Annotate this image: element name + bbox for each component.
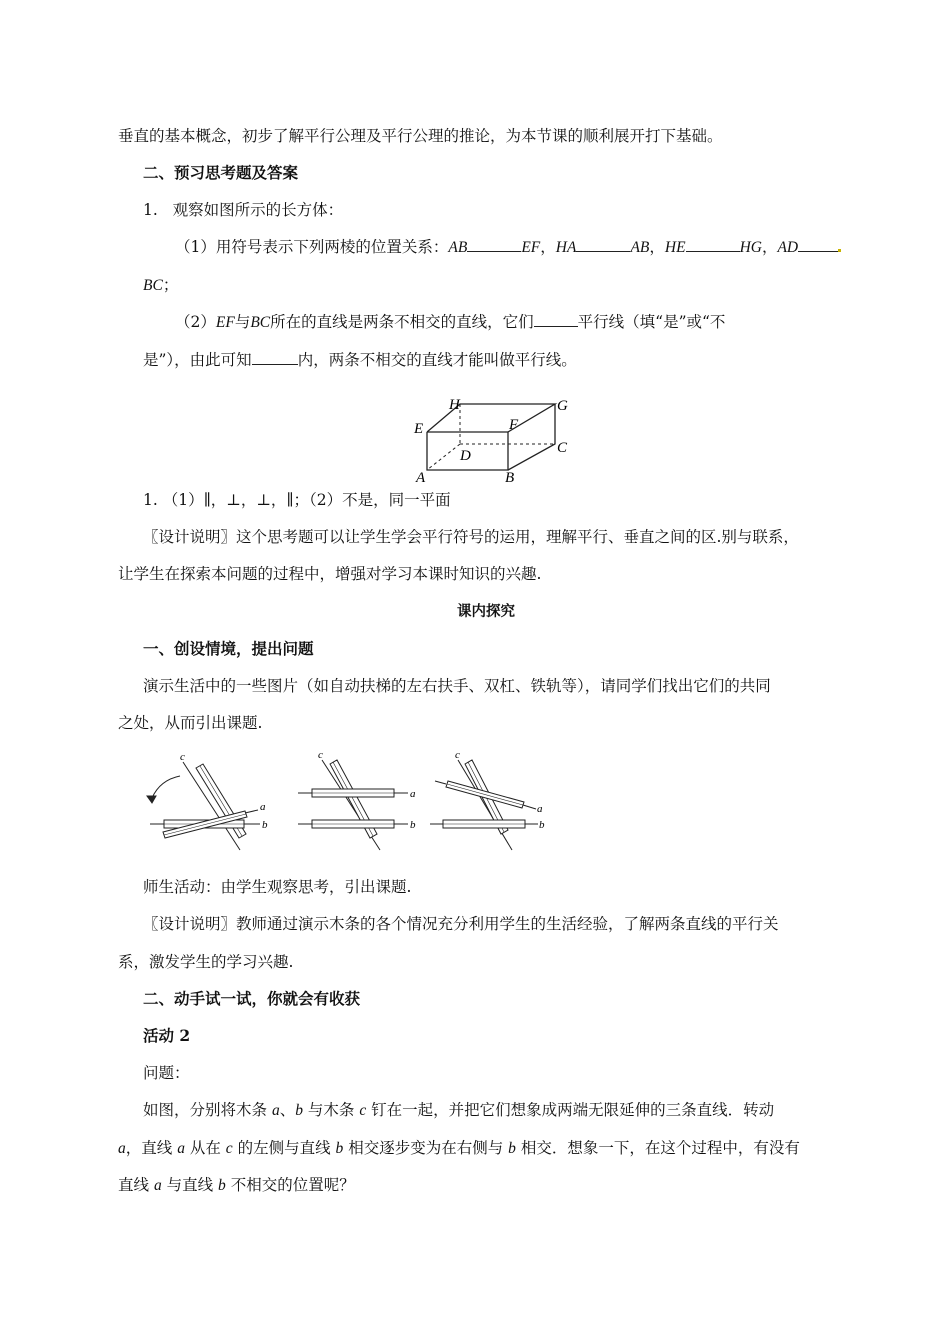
question-1-part-2 bbox=[175, 312, 725, 333]
var-a: a bbox=[177, 1140, 185, 1157]
design-note-1-line-2: 让学生在探索本问题的过程中，增强对学习本课时知识的兴趣. bbox=[118, 565, 542, 583]
stick-label-b: b bbox=[410, 819, 416, 831]
label-c: C bbox=[557, 440, 568, 456]
stick-label-a: a bbox=[260, 801, 266, 813]
pair-4-right: BC bbox=[143, 277, 163, 294]
answer-blank[interactable] bbox=[686, 237, 740, 252]
label-g: G bbox=[557, 398, 568, 414]
label-f: F bbox=[509, 417, 519, 433]
q-line-1-part: 、 bbox=[279, 1101, 296, 1119]
label-e: E bbox=[414, 421, 424, 437]
pair-1-separator: ， bbox=[540, 238, 556, 256]
var-a: a bbox=[271, 1102, 280, 1119]
q-line-1-part: 与木条 bbox=[302, 1101, 360, 1119]
question-label: 问题： bbox=[143, 1064, 190, 1082]
part-2-and: 与 bbox=[234, 313, 251, 331]
accent-dot bbox=[838, 249, 841, 252]
stick-label-c: c bbox=[455, 750, 460, 761]
part-2-tail-b: 内，两条不相交的直线才能叫做平行线。 bbox=[297, 351, 577, 369]
pair-1-right: EF bbox=[521, 239, 541, 256]
answer-line: 1. （1）∥，⊥，⊥，∥；（2）不是，同一平面 bbox=[143, 491, 451, 509]
q-line-2-part: 相交逐步变为在右侧与 bbox=[343, 1139, 509, 1157]
pair-3-separator: ， bbox=[761, 238, 778, 256]
q-line-3-part: 不相交的位置呢？ bbox=[225, 1176, 355, 1194]
var-a: a bbox=[153, 1177, 162, 1194]
intro-tail-text: 垂直的基本概念，初步了解平行公理及平行公理的推论，为本节课的顺利展开打下基础。 bbox=[118, 127, 723, 145]
question-line-1 bbox=[143, 1100, 774, 1121]
q-line-3-part: 直线 bbox=[118, 1176, 154, 1194]
design-note-2-line-1: 〖设计说明〗教师通过演示木条的各个情况充分利用学生的生活经验，了解两条直线的平行关 bbox=[143, 915, 779, 933]
part-2-bc: BC bbox=[250, 314, 271, 331]
question-1-text: 观察如图所示的长方体： bbox=[172, 201, 344, 219]
var-c: c bbox=[359, 1102, 367, 1119]
question-line-3 bbox=[118, 1175, 355, 1196]
pair-1-left: AB bbox=[448, 239, 468, 256]
question-1-number: 1. bbox=[143, 201, 158, 219]
stick-label-b: b bbox=[539, 819, 545, 831]
part-2-prefix: （2） bbox=[175, 313, 216, 331]
q-line-1-part: 钉在一起，并把它们想象成两端无限延伸的三条直线．转动 bbox=[366, 1101, 775, 1119]
pair-2-separator: ， bbox=[649, 238, 665, 256]
q-line-1-part: 如图，分别将木条 bbox=[143, 1101, 272, 1119]
q-line-2-part: 的左侧与直线 bbox=[232, 1139, 336, 1157]
stick-label-a: a bbox=[537, 803, 543, 815]
pair-3-left: HE bbox=[664, 239, 686, 256]
preview-heading: 二、预习思考题及答案 bbox=[143, 163, 299, 182]
activity-title: 活动 2 bbox=[143, 1026, 191, 1045]
var-b: b bbox=[335, 1140, 344, 1157]
answer-blank[interactable] bbox=[534, 312, 578, 327]
part-2-tail-a: 是”），由此可知 bbox=[143, 351, 252, 369]
explore-title: 课内探究 bbox=[457, 603, 515, 620]
label-b: B bbox=[505, 470, 515, 484]
cuboid-figure bbox=[405, 392, 580, 484]
question-1-part-1 bbox=[175, 237, 841, 258]
question-1-part-2-tail bbox=[143, 350, 577, 370]
stick-label-c: c bbox=[180, 751, 185, 763]
part-2-end: 平行线（填“是”或“不 bbox=[577, 313, 726, 331]
part-1-prefix: （1）用符号表示下列两棱的位置关系： bbox=[175, 238, 449, 256]
label-d: D bbox=[460, 448, 471, 464]
sticks-figure bbox=[140, 750, 555, 860]
answer-blank[interactable] bbox=[798, 237, 838, 252]
explore-heading-1: 一、创设情境，提出问题 bbox=[143, 639, 314, 658]
pair-4-left: AD bbox=[777, 239, 799, 256]
explore-paragraph-line-2: 之处，从而引出课题. bbox=[118, 714, 263, 732]
q-line-2-part: ，直线 bbox=[125, 1139, 178, 1157]
answer-blank[interactable] bbox=[467, 237, 521, 252]
design-note-1-line-1: 〖设计说明〗这个思考题可以让学生学会平行符号的运用，理解平行、垂直之间的区.别与联系， bbox=[143, 528, 799, 546]
question-1-part-1-tail bbox=[143, 275, 178, 296]
part-2-ef: EF bbox=[215, 314, 235, 331]
answer-blank[interactable] bbox=[252, 350, 298, 365]
label-a: A bbox=[416, 470, 426, 484]
var-b: b bbox=[508, 1140, 516, 1157]
q-line-3-part: 与直线 bbox=[161, 1176, 219, 1194]
q-line-2-part: 从在 bbox=[184, 1139, 226, 1157]
answer-blank[interactable] bbox=[576, 237, 630, 252]
explore-heading-2: 二、动手试一试，你就会有收获 bbox=[143, 989, 361, 1008]
question-1 bbox=[143, 200, 343, 220]
q-line-2-part: 相交．想象一下，在这个过程中，有没有 bbox=[515, 1139, 800, 1157]
var-b: b bbox=[295, 1102, 303, 1119]
part-2-middle: 所在的直线是两条不相交的直线，它们 bbox=[270, 313, 534, 331]
var-b: b bbox=[218, 1177, 226, 1194]
stick-label-a: a bbox=[410, 788, 416, 800]
question-line-2 bbox=[118, 1138, 800, 1159]
var-a: a bbox=[118, 1140, 126, 1157]
explore-paragraph-line-1: 演示生活中的一些图片（如自动扶梯的左右扶手、双杠、铁轨等），请同学们找出它们的共同 bbox=[143, 677, 771, 695]
stick-label-c: c bbox=[318, 750, 323, 761]
label-h: H bbox=[449, 397, 460, 413]
var-c: c bbox=[225, 1140, 233, 1157]
activity-note: 师生活动：由学生观察思考，引出课题. bbox=[143, 878, 412, 896]
pair-2-right: AB bbox=[630, 239, 650, 256]
stick-label-b: b bbox=[262, 819, 268, 831]
design-note-2-line-2: 系，激发学生的学习兴趣. bbox=[118, 953, 294, 971]
pair-2-left: HA bbox=[555, 239, 577, 256]
pair-4-separator: ； bbox=[162, 276, 179, 294]
pair-3-right: HG bbox=[739, 239, 762, 256]
